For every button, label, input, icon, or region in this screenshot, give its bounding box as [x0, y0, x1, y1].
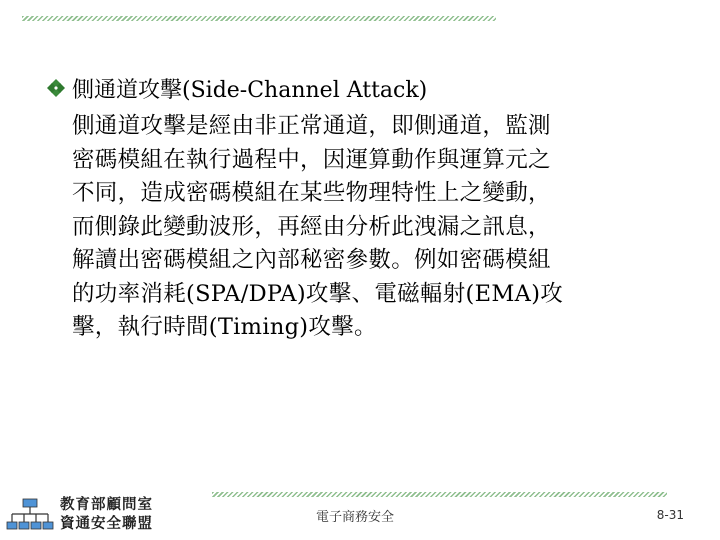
slide-paragraph: [72, 110, 676, 345]
paragraph-line: 密碼模組在執行過程中，因運算動作與運算元之: [72, 146, 551, 173]
paragraph-line: 的功率消耗(SPA/DPA)攻擊、電磁輻射(EMA)攻: [72, 280, 564, 307]
footer-logo: [4, 492, 154, 538]
paragraph-line: 而側錄此變動波形，再經由分析此洩漏之訊息，: [72, 213, 551, 240]
page-number: 8-31: [656, 508, 684, 522]
paragraph-line: 解讀出密碼模組之內部秘密參數。例如密碼模組: [72, 247, 551, 273]
diamond-bullet-icon: [46, 78, 66, 98]
network-logo-icon: [6, 498, 54, 534]
slide-heading: 側通道攻擊(Side-Channel Attack): [72, 77, 428, 103]
slide-body: [46, 72, 676, 345]
logo-text: [60, 496, 153, 534]
bullet-item: [46, 72, 676, 104]
paragraph-line: 擊，執行時間(Timing)攻擊。: [72, 314, 377, 340]
bottom-decorative-bar: [212, 492, 667, 497]
top-decorative-bar: [22, 16, 496, 21]
paragraph-line: 不同，造成密碼模組在某些物理特性上之變動，: [72, 180, 551, 206]
paragraph-line: 側通道攻擊是經由非正常通道，即側通道，監測: [72, 113, 551, 139]
logo-line: 教育部顧問室: [60, 497, 153, 513]
footer-course-title: 電子商務安全: [315, 510, 394, 525]
logo-line: 資通安全聯盟: [60, 516, 153, 532]
